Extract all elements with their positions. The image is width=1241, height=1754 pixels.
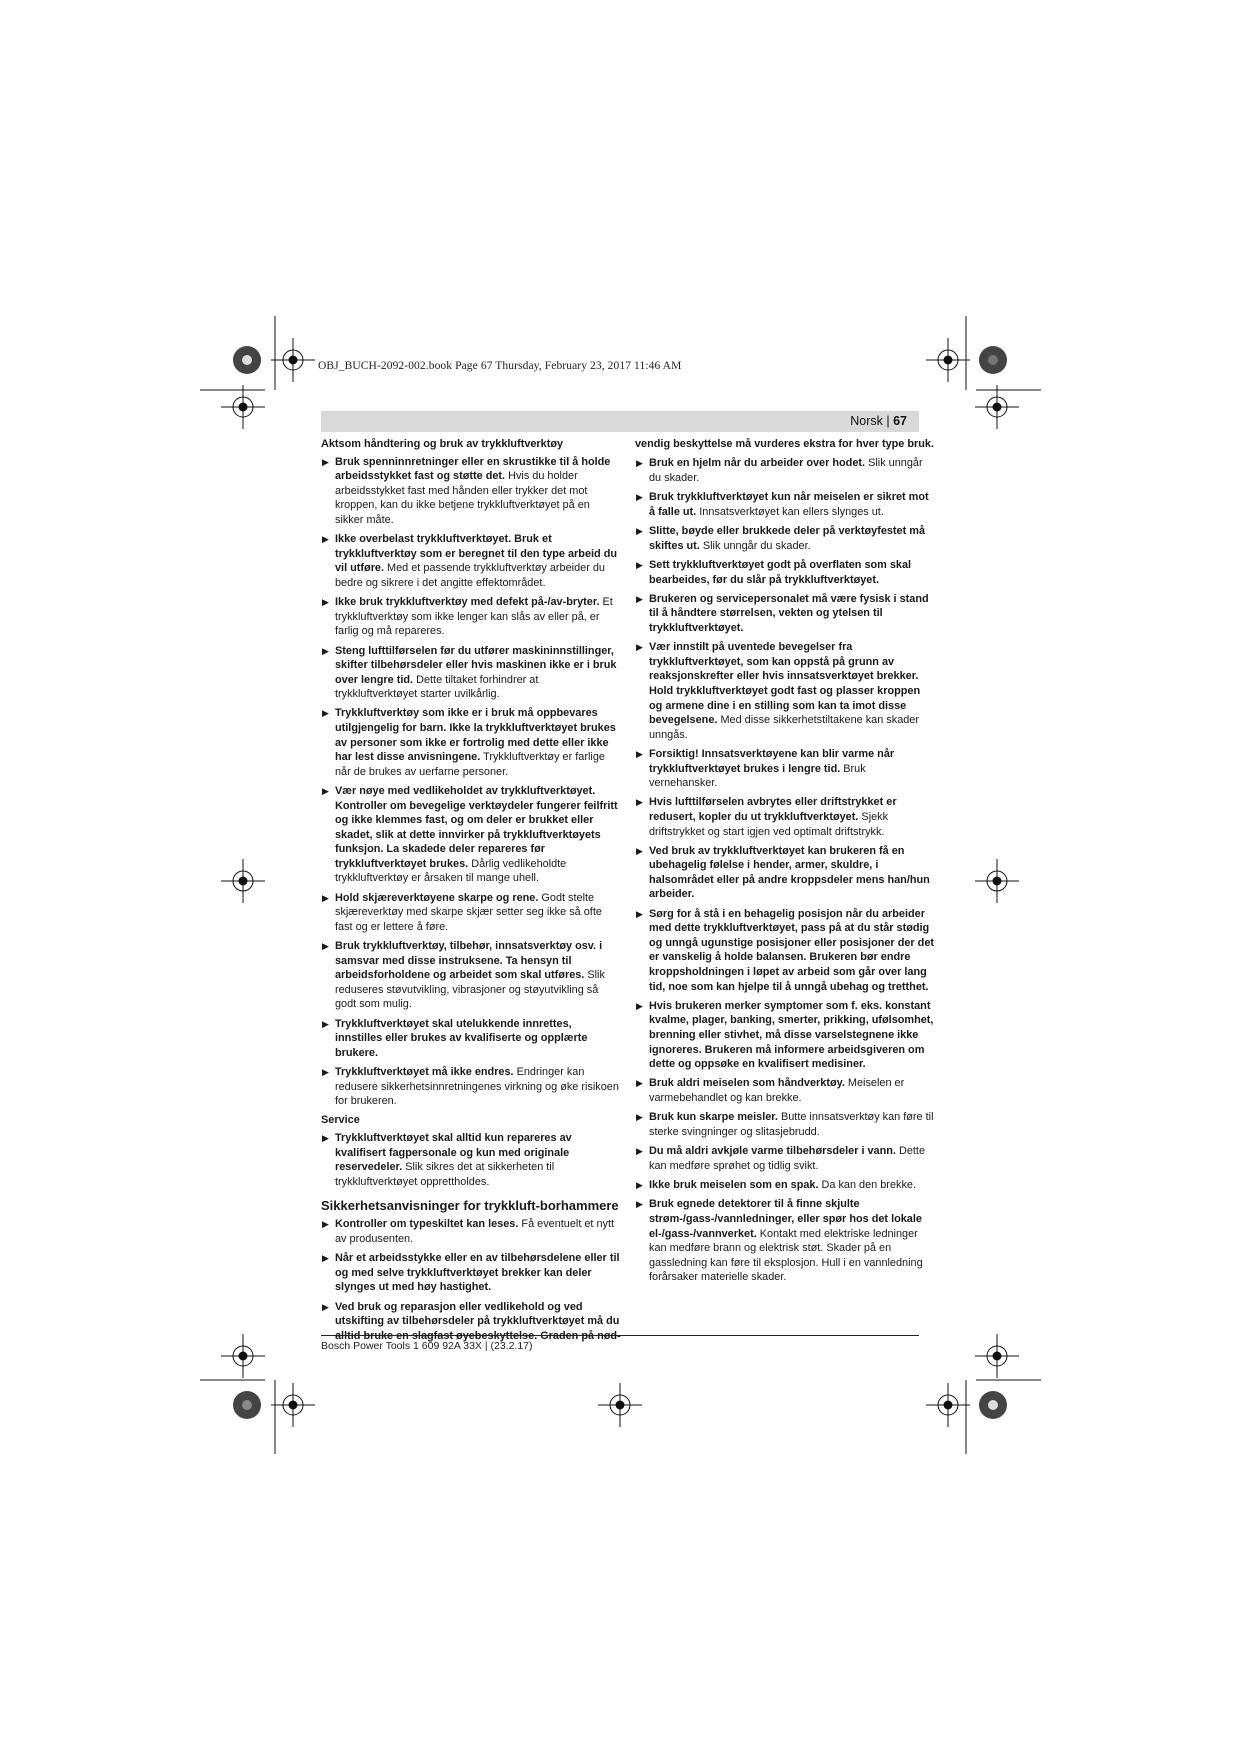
list-item: ▶ Trykkluftverktøyet skal alltid kun repareres av kvalifisert fagpersonale og kun med originale reservedeler. Slik sikres det at sikkerheten til trykkluftverktøyet opprettholdes. xyxy=(322,1132,572,1188)
list-item: ▶ Bruk en hjelm når du arbeider over hodet. Slik unngår du skader. xyxy=(636,457,923,484)
list-item: ▶ Bruk trykkluftverktøy, tilbehør, innsatsverktøy osv. i samsvar med disse instruksene. Ta hensyn til arbeidsforholdene og arbeidet som skal utføres. Slik reduseres støvutvikling, vibrasjoner og støyutvikling så godt som mulig. xyxy=(322,940,605,1011)
bullet-list xyxy=(635,456,935,1284)
footer-rule xyxy=(321,1335,919,1336)
bullet-arrow-icon: ▶ xyxy=(322,534,329,545)
bullet-arrow-icon: ▶ xyxy=(322,456,329,467)
list-item: ▶ Bruk spenninnretninger eller en skrustikke til å holde arbeidsstykket fast og støtte det. Hvis du holder arbeidsstykket fast med hånden eller trykker det mot kroppen, kan du ikke betjene trykkluftverktøyet på en sikker måte. xyxy=(322,455,611,526)
list-item: ▶ Ikke overbelast trykkluftverktøyet. Bruk et trykkluftverktøy som er beregnet til den type arbeid du vil utføre. Med et passende trykkluftverktøy arbeider du bedre og sikrere i det angitte effektområdet. xyxy=(322,533,618,589)
bullet-arrow-icon: ▶ xyxy=(322,941,329,952)
bullet-arrow-icon: ▶ xyxy=(322,1067,329,1078)
bullet-arrow-icon: ▶ xyxy=(636,1180,643,1191)
service-bullet-list xyxy=(321,1131,621,1189)
page-footer: Bosch Power Tools 1 609 92A 33X | (23.2.17) xyxy=(321,1340,533,1352)
bullet-arrow-icon: ▶ xyxy=(636,1112,643,1123)
bullet-arrow-icon: ▶ xyxy=(636,593,643,604)
list-item: ▶ Trykkluftverktøy som ikke er i bruk må oppbevares utilgjengelig for barn. Ikke la trykkluftverktøyet brukes av personer som ikke er fortrolig med dette eller ikke har lest disse anvisningene. Trykkluftverktøy er farlige når de brukes av uerfarne personer. xyxy=(322,707,616,778)
bullet-arrow-icon: ▶ xyxy=(322,1301,329,1312)
list-item: ▶ Trykkluftverktøyet må ikke endres. Endringer kan redusere sikkerhetsinnretningenes virkning og øke risikoen for brukeren. xyxy=(322,1066,619,1108)
list-item: ▶ Forsiktig! Innsatsverktøyene kan blir varme når trykkluftverktøyet brukes i lengre tid. Bruk vernehansker. xyxy=(636,747,895,790)
bullet-arrow-icon: ▶ xyxy=(636,492,643,503)
bullet-arrow-icon: ▶ xyxy=(322,597,329,608)
continued-paragraph: vendig beskyttelse må vurderes ekstra for hver type bruk. xyxy=(635,438,935,450)
list-item: ▶ Bruk aldri meiselen som håndverktøy. Meiselen er varmebehandlet og kan brekke. xyxy=(636,1077,905,1104)
list-item: ▶ Sett trykkluftverktøyet godt på overflaten som skal bearbeides, før du slår på trykkluftverktøyet. xyxy=(636,559,912,586)
bullet-arrow-icon: ▶ xyxy=(636,797,643,808)
bullet-arrow-icon: ▶ xyxy=(322,1133,329,1144)
bullet-arrow-icon: ▶ xyxy=(322,892,329,903)
list-item: ▶ Slitte, bøyde eller brukkede deler på verktøyfestet må skiftes ut. Slik unngår du skader. xyxy=(636,525,926,552)
bullet-arrow-icon: ▶ xyxy=(322,708,329,719)
section-title: Sikkerhetsanvisninger for trykkluft-borhammere xyxy=(321,1198,619,1214)
bullet-arrow-icon: ▶ xyxy=(636,1000,643,1011)
bullet-arrow-icon: ▶ xyxy=(636,1078,643,1089)
bullet-arrow-icon: ▶ xyxy=(322,1253,329,1264)
list-item: ▶ Bruk trykkluftverktøyet kun når meiselen er sikret mot å falle ut. Innsatsverktøyet kan ellers slynges ut. xyxy=(636,491,929,518)
list-item: ▶ Steng lufttilførselen før du utfører maskininnstillinger, skifter tilbehørsdeler eller hvis maskinen ikke er i bruk over lengre tid. Dette tiltaket forhindrer at trykkluftverktøyet starter uvilkårlig. xyxy=(322,644,617,701)
bullet-arrow-icon: ▶ xyxy=(322,645,329,656)
bullet-arrow-icon: ▶ xyxy=(322,1018,329,1029)
bullet-arrow-icon: ▶ xyxy=(636,748,643,759)
list-item: ▶ Du må aldri avkjøle varme tilbehørsdeler i vann. Dette kan medføre sprøhet og tidlig svikt. xyxy=(636,1145,926,1172)
section-bullet-list xyxy=(321,1217,621,1343)
bullet-arrow-icon: ▶ xyxy=(636,642,643,653)
list-item: ▶ Ved bruk av trykkluftverktøyet kan brukeren få en ubehagelig følelse i hender, armer, skuldre, i halsområdet eller på andre kroppsdeler mens han/hun arbeider. xyxy=(636,844,930,901)
bullet-arrow-icon: ▶ xyxy=(636,560,643,571)
list-item: ▶ Brukeren og servicepersonalet må være fysisk i stand til å håndtere størrelsen, vekten og ytelsen til trykkluftverktøyet. xyxy=(636,592,929,634)
bullet-arrow-icon: ▶ xyxy=(636,1199,643,1210)
bullet-arrow-icon: ▶ xyxy=(636,845,643,856)
list-item: ▶ Ved bruk og reparasjon eller vedlikehold og ved utskifting av tilbehørsdeler på trykkluftverktøyet må du xyxy=(322,1300,620,1328)
list-item: ▶ Hvis brukeren merker symptomer som f. eks. konstant kvalme, plager, banking, smerter, prikking, ufølsomhet, brenning eller stivhet, må disse varselstegnene ikke ignoreres. Brukeren må informere arbeidsgiveren om dette og oppsøke en kvalifisert medisiner. xyxy=(636,999,934,1071)
left-column xyxy=(321,437,621,1348)
list-item: ▶ Ikke bruk trykkluftverktøy med defekt på-/av-bryter. Et trykkluftverktøy som ikke lenger kan slås av eller på, er farlig og må repareres. xyxy=(322,596,613,638)
right-column xyxy=(635,437,935,1290)
service-heading: Service xyxy=(321,1114,360,1127)
list-item: ▶ Når et arbeidsstykke eller en av tilbehørsdelene eller til og med selve trykkluftverktøyet brekker kan deler slynges ut med høy hastighet. xyxy=(322,1252,620,1294)
list-item: ▶ Bruk egnede detektorer til å finne skjulte strøm-/gass-/vannledninger, eller spør hos det lokale el-/gass-/vannverket. Kontakt med elektriske ledninger kan medføre brann og elektrisk støt. Skader på en gassledning kan føre til eksplosjon. Hull i en vannledning forårsaker materielle skader. xyxy=(636,1198,923,1284)
list-item: ▶ Hvis lufttilførselen avbrytes eller driftstrykket er redusert, kopler du ut trykkluftverktøyet. Sjekk driftstrykket og start igjen ved optimalt driftstrykk. xyxy=(636,796,897,838)
section-heading: Aktsom håndtering og bruk av trykkluftverktøy xyxy=(321,438,564,450)
bullet-arrow-icon: ▶ xyxy=(636,1146,643,1157)
list-item: ▶ Trykkluftverktøyet skal utelukkende innrettes, innstilles eller brukes av kvalifiserte og opplærte brukere. xyxy=(322,1017,588,1059)
bullet-arrow-icon: ▶ xyxy=(636,458,643,469)
bullet-arrow-icon: ▶ xyxy=(636,526,643,537)
list-item: ▶ Kontroller om typeskiltet kan leses. Få eventuelt et nytt av produsenten. xyxy=(322,1218,615,1245)
bullet-list xyxy=(321,455,621,1109)
list-item: ▶ Sørg for å stå i en behagelig posisjon når du arbeider med dette trykkluftverktøyet, pass på at du står stødig og unngå ugunstige posisjoner eller posisjoner der det er vanskelig å holde balansen. Brukeren bør endre kroppsholdningen i løpet av arbeid som går over lang tid, noe som kan hjelpe til å unngå ubehag og tretthet. xyxy=(636,907,935,993)
list-item: ▶ Ikke bruk meiselen som en spak. Da kan den brekke. xyxy=(636,1179,916,1192)
print-job-header: OBJ_BUCH-2092-002.book Page 67 Thursday, February 23, 2017 11:46 AM xyxy=(318,360,682,372)
language-label: Norsk xyxy=(850,414,883,428)
page-header-band xyxy=(321,411,919,432)
bullet-arrow-icon: ▶ xyxy=(322,1219,329,1230)
list-item: ▶ Vær innstilt på uventede bevegelser fra trykkluftverktøyet, som kan oppstå på grunn av reaksjonskrefter eller hvis innsatsverktøyet brekker. Hold trykkluftverktøyet godt fast og plasser kroppen og armene dine i en stilling som kan ta imot disse bevegelsene. Med disse sikkerhetstiltakene kan skader unngås. xyxy=(636,641,921,741)
bullet-arrow-icon: ▶ xyxy=(636,908,643,919)
list-item: ▶ Vær nøye med vedlikeholdet av trykkluftverktøyet. Kontroller om bevegelige verktøydeler fungerer feilfritt og ikke klemmes fast, og om deler er brukket eller skadet, slik at dette innvirker på trykkluftverktøyets funksjon. La skadede deler repareres før trykkluftverktøyet brukes. Dårlig vedlikeholdte trykkluftverktøy er årsaken til mange uhell. xyxy=(322,785,618,885)
page-header: Norsk | 67 xyxy=(850,414,907,428)
list-item: ▶ Bruk kun skarpe meisler. Butte innsatsverktøy kan føre til sterke svingninger og slitasjebrudd. xyxy=(636,1111,934,1138)
bullet-arrow-icon: ▶ xyxy=(322,786,329,797)
page-number: 67 xyxy=(893,414,907,428)
list-item: ▶ Hold skjæreverktøyene skarpe og rene. Godt stelte skjæreverktøy med skarpe skjær setter seg ikke så ofte fast og er lettere å føre. xyxy=(322,891,602,933)
